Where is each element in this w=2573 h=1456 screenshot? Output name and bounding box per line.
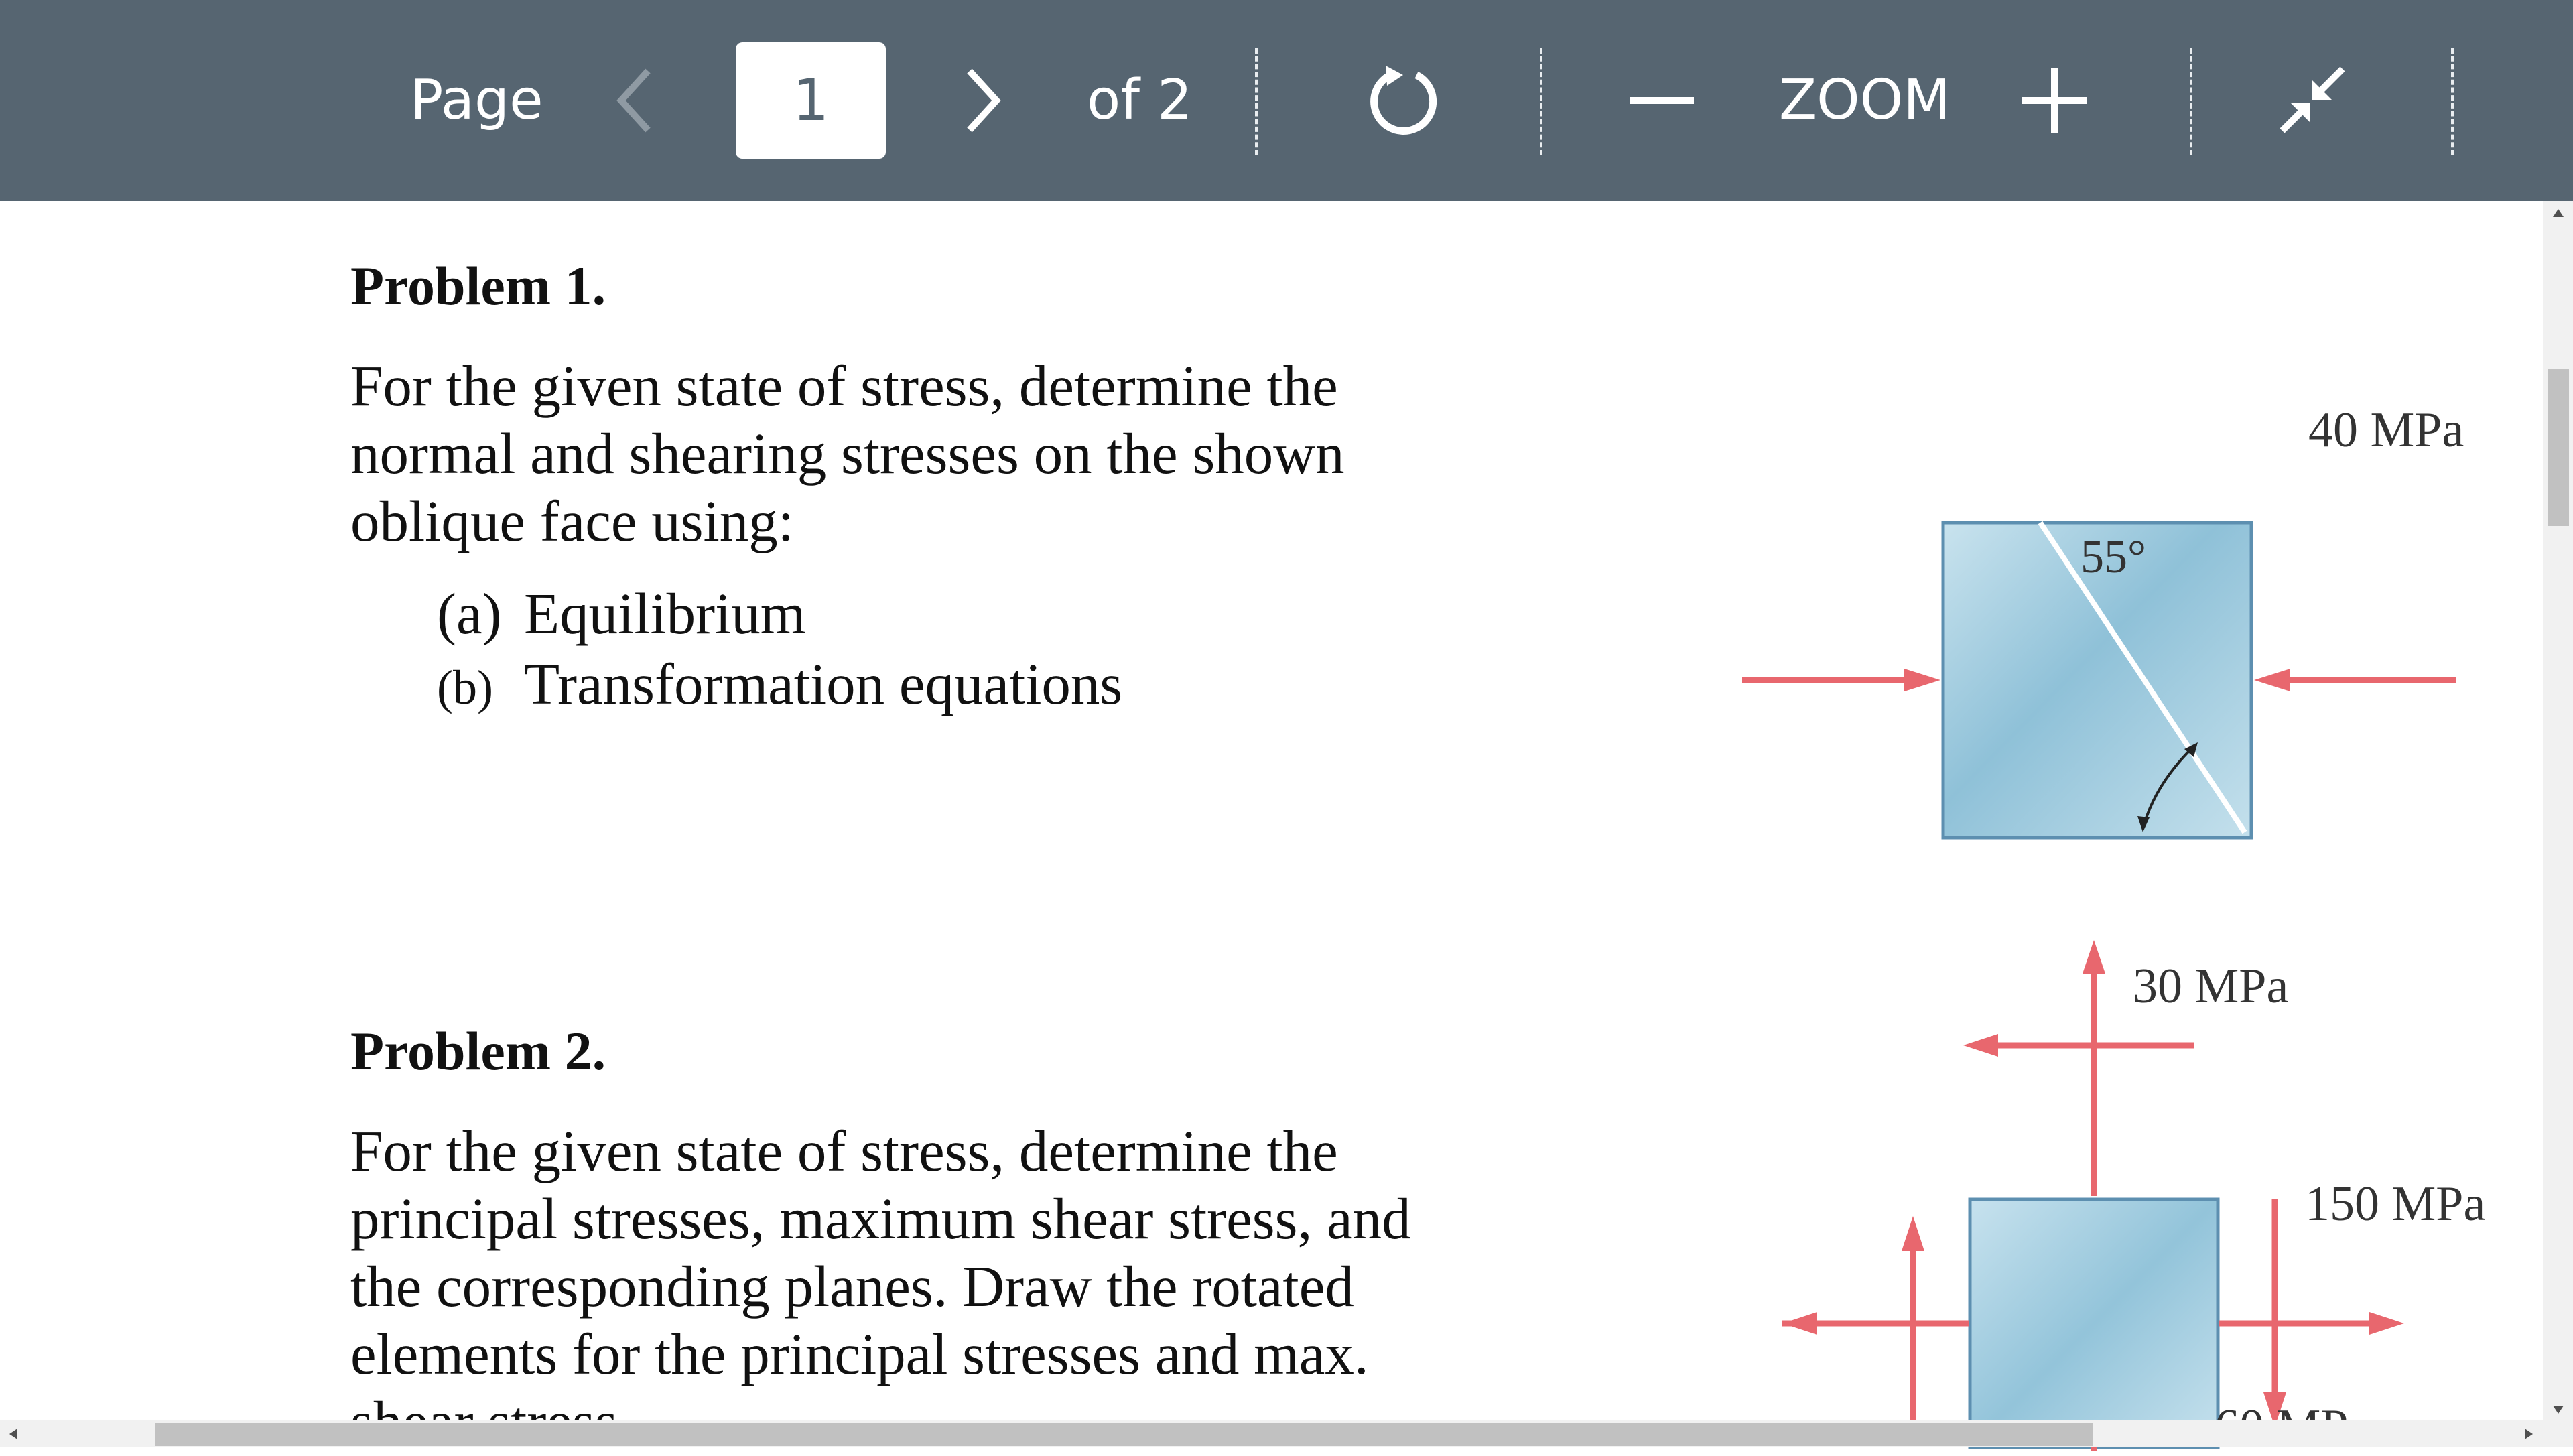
list-marker: (a) xyxy=(437,581,502,646)
toolbar-divider xyxy=(2451,48,2454,155)
arrowhead xyxy=(2369,1312,2404,1335)
scroll-right-icon[interactable] xyxy=(2522,1426,2535,1442)
zoom-label: ZOOM xyxy=(1779,68,1951,132)
problem-2-text: For the given state of stress, determine the principal stresses, maximum shear stress, and the corresponding planes. Draw the rotated elements for the principal stresses and max. xyxy=(350,1118,1411,1386)
horizontal-scrollbar-thumb[interactable] xyxy=(155,1423,2093,1446)
vertical-scrollbar-thumb[interactable] xyxy=(2548,369,2569,526)
problem-1-heading: Problem 1. xyxy=(350,255,606,316)
scroll-up-icon[interactable] xyxy=(2550,206,2566,220)
scroll-left-icon[interactable] xyxy=(7,1426,20,1442)
page-label: Page xyxy=(410,68,543,132)
list-item xyxy=(437,580,805,647)
toolbar-divider xyxy=(2190,48,2192,155)
stress-element xyxy=(1970,1199,2218,1447)
arrowhead xyxy=(2083,940,2105,974)
collapse-icon[interactable] xyxy=(2275,64,2349,137)
toolbar-divider xyxy=(1255,48,1258,155)
angle-label: 55° xyxy=(2081,531,2146,583)
list-marker: (b) xyxy=(437,661,493,714)
chevron-left-icon[interactable] xyxy=(611,66,658,135)
toolbar-divider xyxy=(1540,48,1542,155)
problem-2-heading: Problem 2. xyxy=(350,1020,606,1081)
arrowhead xyxy=(1904,669,1940,691)
scroll-down-icon[interactable] xyxy=(2550,1403,2566,1416)
page-number-input[interactable]: 1 xyxy=(736,42,886,159)
zoom-in-icon[interactable] xyxy=(2022,68,2087,133)
rotate-icon[interactable] xyxy=(1362,60,1442,141)
list-text: Equilibrium xyxy=(524,581,806,646)
arrowhead xyxy=(2254,669,2290,691)
pdf-toolbar xyxy=(0,0,2573,201)
arrowhead xyxy=(1782,1312,1817,1335)
arrowhead xyxy=(1902,1216,1924,1251)
document-page xyxy=(0,201,2543,1420)
arrowhead xyxy=(1963,1034,1998,1057)
stress-label-150mpa: 150 MPa xyxy=(2305,1177,2486,1232)
problem-1-text: For the given state of stress, determine the normal and shearing stresses on the shown oblique face using: xyxy=(350,353,1345,553)
stress-label-40mpa: 40 MPa xyxy=(2308,403,2464,458)
list-item xyxy=(437,650,1122,718)
stress-label-30mpa: 30 MPa xyxy=(2133,959,2289,1014)
page-count: of 2 xyxy=(1087,68,1193,132)
chevron-right-icon[interactable] xyxy=(960,66,1006,135)
list-text: Transformation equations xyxy=(524,651,1123,716)
zoom-out-icon[interactable] xyxy=(1630,94,1694,107)
